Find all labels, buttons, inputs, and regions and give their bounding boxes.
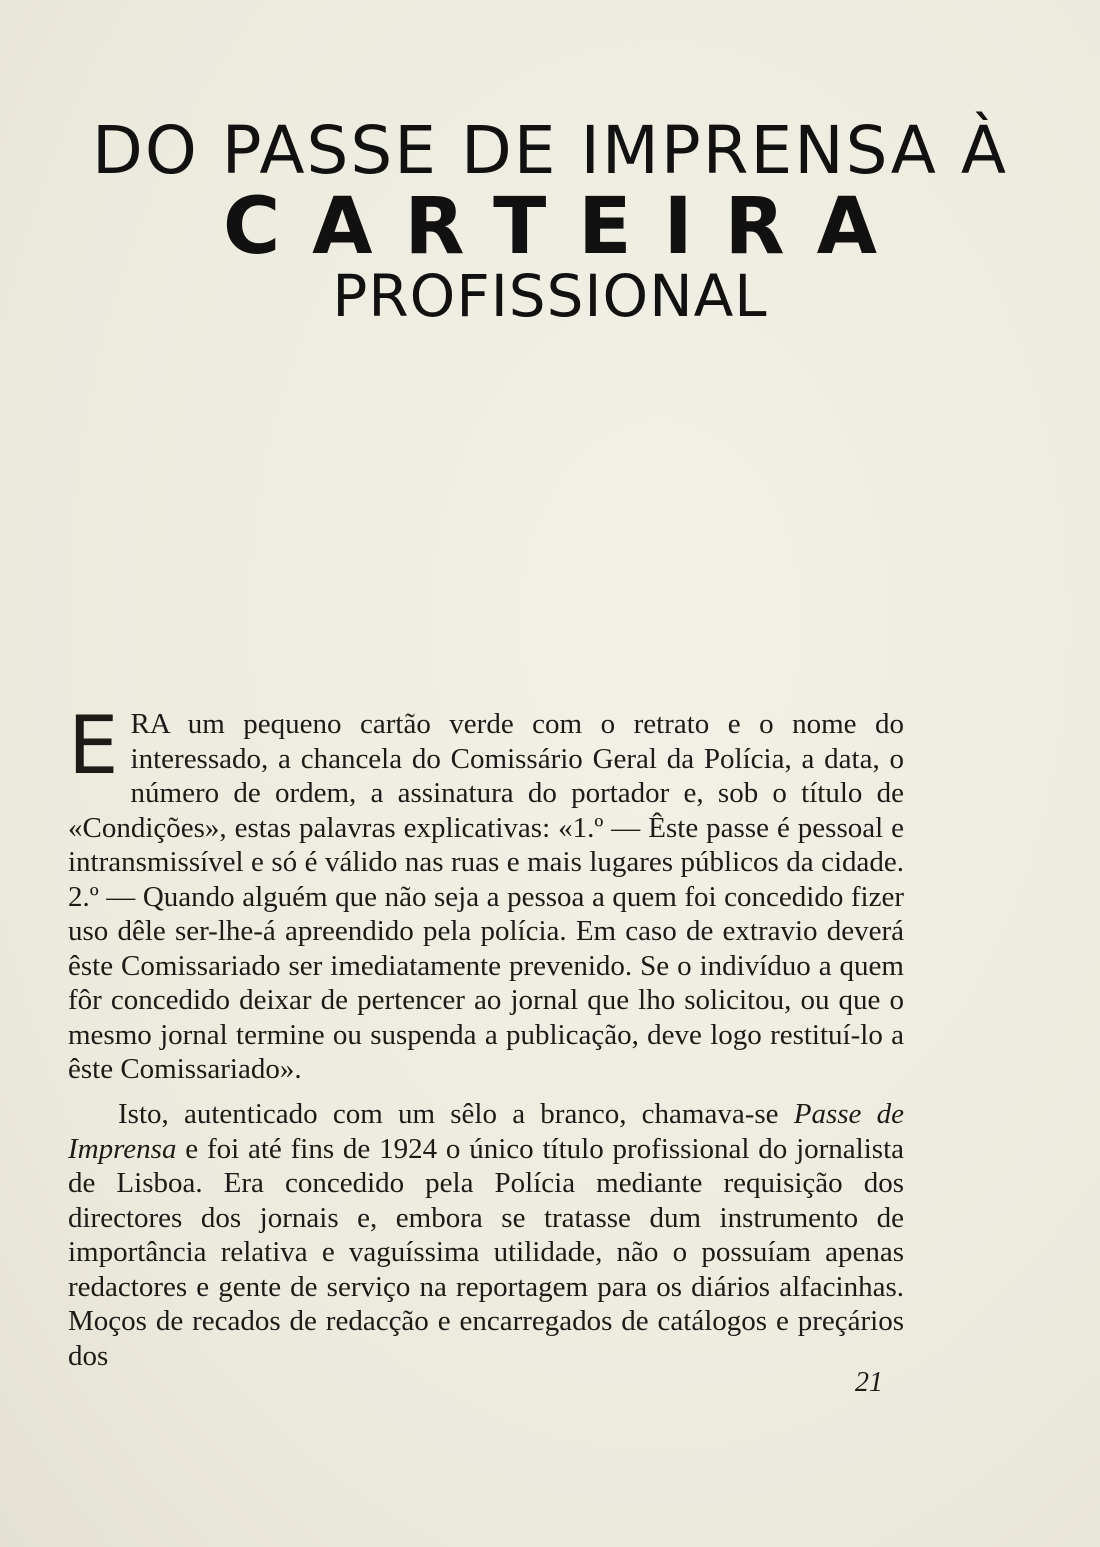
paragraph-1 — [68, 699, 904, 1087]
drop-cap: E — [68, 699, 119, 792]
paragraph-2-text-end: e foi até fins de 1924 o único título profissional do jornalista de Lisboa. Era concedido pela Polícia mediante requisição dos directores dos jornais e, embora se tratasse dum instrumento de importância relativa e vaguíssima utilidade, não o possuíam apenas redactores e gente de serviço na reportagem para os diários alfacinhas. Moços de recados de redacção e encarregados de catálogos e preçários dos — [68, 1132, 904, 1372]
title-line-2: CARTEIRA — [222, 182, 910, 272]
title-line-1: DO PASSE DE IMPRENSA À — [92, 112, 1008, 189]
paragraph-2-italic: Passe de Imprensa — [68, 1098, 904, 1165]
title-line-3: PROFISSIONAL — [332, 262, 768, 330]
page-number: 21 — [855, 1367, 883, 1398]
paragraph-2-text-start: Isto, autenticado com um sêlo a branco, chamava-se — [118, 1098, 794, 1130]
paragraph-1-text: RA um pequeno cartão verde com o retrato e o nome do interessado, a chancela do Comissário Geral da Polícia, a data, o número de ordem, a assinatura do portador e, sob o título de «Condições», estas palavras explicativas: «1.º — Êste passe é pessoal e intransmissível e só é válido nas ruas e mais lugares públicos da cidade. 2.º — Quando alguém que não seja a pessoa a quem foi concedido fizer uso dêle ser-lhe-á apreendido pela polícia. Em caso de extravio deverá êste Comissariado ser imediatamente prevenido. Se o indivíduo a quem fôr concedido deixar de pertencer ao jornal que lho solicitou, ou que o mesmo jornal termine ou suspenda a publicação, deve logo restituí-lo a êste Comissariado». — [68, 708, 904, 1085]
paragraph-2 — [68, 1097, 904, 1373]
